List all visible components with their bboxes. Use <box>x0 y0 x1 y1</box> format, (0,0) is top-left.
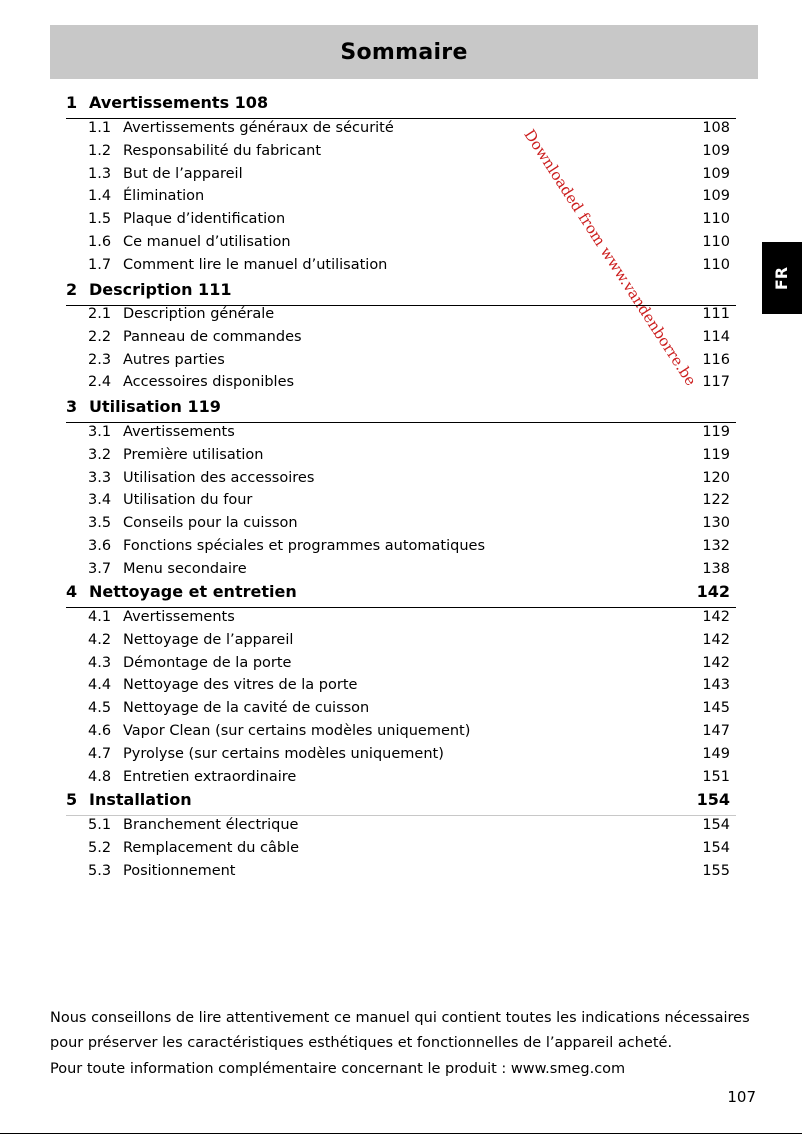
entry-page: 142 <box>702 631 730 648</box>
entry-title: Utilisation du four <box>123 492 253 509</box>
language-tab <box>762 242 802 314</box>
toc-entry[interactable] <box>88 632 730 652</box>
entry-page: 122 <box>702 492 730 509</box>
toc-entry[interactable] <box>88 329 730 349</box>
entry-title: Description générale <box>123 306 275 322</box>
entry-title: Avertissements <box>123 424 235 440</box>
entry-number: 2.4 <box>88 374 112 391</box>
entry-title: Pyrolyse (sur certains modèles uniquement) <box>123 745 444 762</box>
entry-title: Démontage de la porte <box>123 654 292 671</box>
entry-title: Menu secondaire <box>123 560 247 577</box>
entry-page: 110 <box>702 256 730 273</box>
entry-title: Remplacement du câble <box>123 839 300 856</box>
toc-entry[interactable] <box>88 424 730 444</box>
entry-title: Panneau de commandes <box>123 328 302 345</box>
entry-title: Autres parties <box>123 351 225 368</box>
toc-entry[interactable] <box>88 352 730 372</box>
toc-entry[interactable] <box>88 817 730 837</box>
footer-note-line-1: Nous conseillons de lire attentivement ce manuel qui contient toutes les indications nécessaires <box>50 1010 750 1026</box>
footer-note-line-2: pour préserver les caractéristiques esthétiques et fonctionnelles de l’appareil acheté. <box>50 1035 673 1051</box>
entry-number: 2.1 <box>88 306 112 322</box>
toc-entry[interactable] <box>88 211 730 231</box>
entry-page: 147 <box>702 723 730 739</box>
toc-entry[interactable] <box>88 166 730 186</box>
section-heading[interactable] <box>66 397 736 419</box>
entry-title: Élimination <box>123 188 205 205</box>
entry-page: 132 <box>702 538 730 554</box>
entry-title: Nettoyage de l’appareil <box>123 631 294 648</box>
entry-number: 4.4 <box>88 677 112 694</box>
section-heading[interactable] <box>66 280 736 302</box>
entry-title: Vapor Clean (sur certains modèles uniquement) <box>123 723 471 739</box>
section-number: 2 <box>66 280 78 299</box>
section-page: 154 <box>696 790 730 809</box>
entry-page: 116 <box>702 351 730 368</box>
entry-page: 119 <box>702 424 730 440</box>
title-bar <box>50 25 758 79</box>
entry-title: Première utilisation <box>123 446 264 463</box>
entry-page: 154 <box>702 839 730 856</box>
section-heading[interactable] <box>66 790 736 812</box>
entry-page: 109 <box>702 142 730 159</box>
entry-number: 2.2 <box>88 328 112 345</box>
entry-page: 142 <box>702 654 730 671</box>
entry-number: 4.8 <box>88 768 112 785</box>
entry-page: 119 <box>702 446 730 463</box>
entry-page: 108 <box>702 120 730 136</box>
toc-entry[interactable] <box>88 234 730 254</box>
section-number: 5 <box>66 790 78 809</box>
entry-number: 1.3 <box>88 165 112 182</box>
language-tab-label: FR <box>772 266 792 290</box>
entry-page: 138 <box>702 560 730 577</box>
toc-entry[interactable] <box>88 374 730 394</box>
entry-number: 3.2 <box>88 446 112 463</box>
entry-number: 1.4 <box>88 188 112 205</box>
section-divider <box>66 422 736 423</box>
toc-entry[interactable] <box>88 143 730 163</box>
entry-number: 3.1 <box>88 424 112 440</box>
entry-number: 4.1 <box>88 609 112 625</box>
entry-title: Entretien extraordinaire <box>123 768 297 785</box>
entry-title: Comment lire le manuel d’utilisation <box>123 256 388 273</box>
entry-number: 4.5 <box>88 700 112 717</box>
toc-entry[interactable] <box>88 863 730 883</box>
footer-contact-line: Pour toute information complémentaire concernant le produit : www.smeg.com <box>50 1061 626 1077</box>
entry-page: 110 <box>702 234 730 250</box>
download-watermark: Downloaded from www.vandenborre.be <box>520 126 700 389</box>
toc-entry[interactable] <box>88 447 730 467</box>
entry-page: 151 <box>702 768 730 785</box>
entry-title: Nettoyage de la cavité de cuisson <box>123 700 370 717</box>
entry-number: 3.5 <box>88 515 112 532</box>
section-page: 142 <box>696 582 730 601</box>
toc-entry[interactable] <box>88 769 730 789</box>
entry-title: Responsabilité du fabricant <box>123 142 322 159</box>
entry-number: 4.2 <box>88 631 112 648</box>
toc-entry[interactable] <box>88 188 730 208</box>
section-divider <box>66 815 736 816</box>
toc-entry[interactable] <box>88 492 730 512</box>
entry-page: 143 <box>702 677 730 694</box>
section-title: Installation <box>89 790 192 809</box>
toc-entry[interactable] <box>88 470 730 490</box>
entry-page: 154 <box>702 817 730 833</box>
entry-number: 1.2 <box>88 142 112 159</box>
section-title: Utilisation 119 <box>89 397 221 416</box>
entry-title: Avertissements <box>123 609 235 625</box>
entry-number: 5.1 <box>88 817 112 833</box>
page-number: 107 <box>727 1088 756 1106</box>
entry-page: 114 <box>702 328 730 345</box>
toc-entry[interactable] <box>88 257 730 277</box>
entry-number: 2.3 <box>88 351 112 368</box>
section-number: 1 <box>66 93 78 112</box>
entry-title: Utilisation des accessoires <box>123 469 315 486</box>
entry-number: 1.1 <box>88 120 112 136</box>
entry-number: 4.6 <box>88 723 112 739</box>
section-title: Description 111 <box>89 280 232 299</box>
toc-entry[interactable] <box>88 700 730 720</box>
toc-entry[interactable] <box>88 840 730 860</box>
entry-number: 1.7 <box>88 256 112 273</box>
entry-page: 155 <box>702 862 730 879</box>
entry-title: Avertissements généraux de sécurité <box>123 120 394 136</box>
section-divider <box>66 607 736 608</box>
toc-entry[interactable] <box>88 306 730 326</box>
toc-entry[interactable] <box>88 655 730 675</box>
entry-number: 3.3 <box>88 469 112 486</box>
entry-number: 5.3 <box>88 862 112 879</box>
section-divider <box>66 118 736 119</box>
entry-page: 142 <box>702 609 730 625</box>
entry-number: 1.6 <box>88 234 112 250</box>
toc-entry[interactable] <box>88 746 730 766</box>
toc-entry[interactable] <box>88 561 730 581</box>
entry-title: Conseils pour la cuisson <box>123 515 298 532</box>
entry-number: 3.4 <box>88 492 112 509</box>
entry-page: 109 <box>702 165 730 182</box>
entry-number: 4.7 <box>88 745 112 762</box>
entry-number: 5.2 <box>88 839 112 856</box>
entry-page: 120 <box>702 469 730 486</box>
entry-title: Ce manuel d’utilisation <box>123 234 291 250</box>
entry-page: 109 <box>702 188 730 205</box>
section-heading[interactable] <box>66 582 736 604</box>
entry-page: 130 <box>702 515 730 532</box>
page-title: Sommaire <box>340 39 468 65</box>
toc-entry[interactable] <box>88 538 730 558</box>
entry-title: Fonctions spéciales et programmes automatiques <box>123 538 486 554</box>
entry-number: 3.7 <box>88 560 112 577</box>
toc-entry[interactable] <box>88 677 730 697</box>
toc-entry[interactable] <box>88 120 730 140</box>
entry-title: Plaque d’identification <box>123 211 286 228</box>
bottom-rule <box>0 1133 802 1134</box>
entry-page: 145 <box>702 700 730 717</box>
entry-title: But de l’appareil <box>123 165 243 182</box>
entry-title: Nettoyage des vitres de la porte <box>123 677 358 694</box>
entry-page: 110 <box>702 211 730 228</box>
entry-page: 117 <box>702 374 730 391</box>
section-title: Nettoyage et entretien <box>89 582 297 601</box>
entry-number: 4.3 <box>88 654 112 671</box>
section-number: 3 <box>66 397 78 416</box>
entry-number: 1.5 <box>88 211 112 228</box>
entry-title: Positionnement <box>123 862 236 879</box>
entry-title: Branchement électrique <box>123 817 299 833</box>
section-heading[interactable] <box>66 93 736 115</box>
section-number: 4 <box>66 582 78 601</box>
toc-entry[interactable] <box>88 723 730 743</box>
entry-title: Accessoires disponibles <box>123 374 295 391</box>
entry-page: 111 <box>702 306 730 322</box>
entry-page: 149 <box>702 745 730 762</box>
toc-entry[interactable] <box>88 609 730 629</box>
section-title: Avertissements 108 <box>89 93 269 112</box>
entry-number: 3.6 <box>88 538 112 554</box>
toc-entry[interactable] <box>88 515 730 535</box>
